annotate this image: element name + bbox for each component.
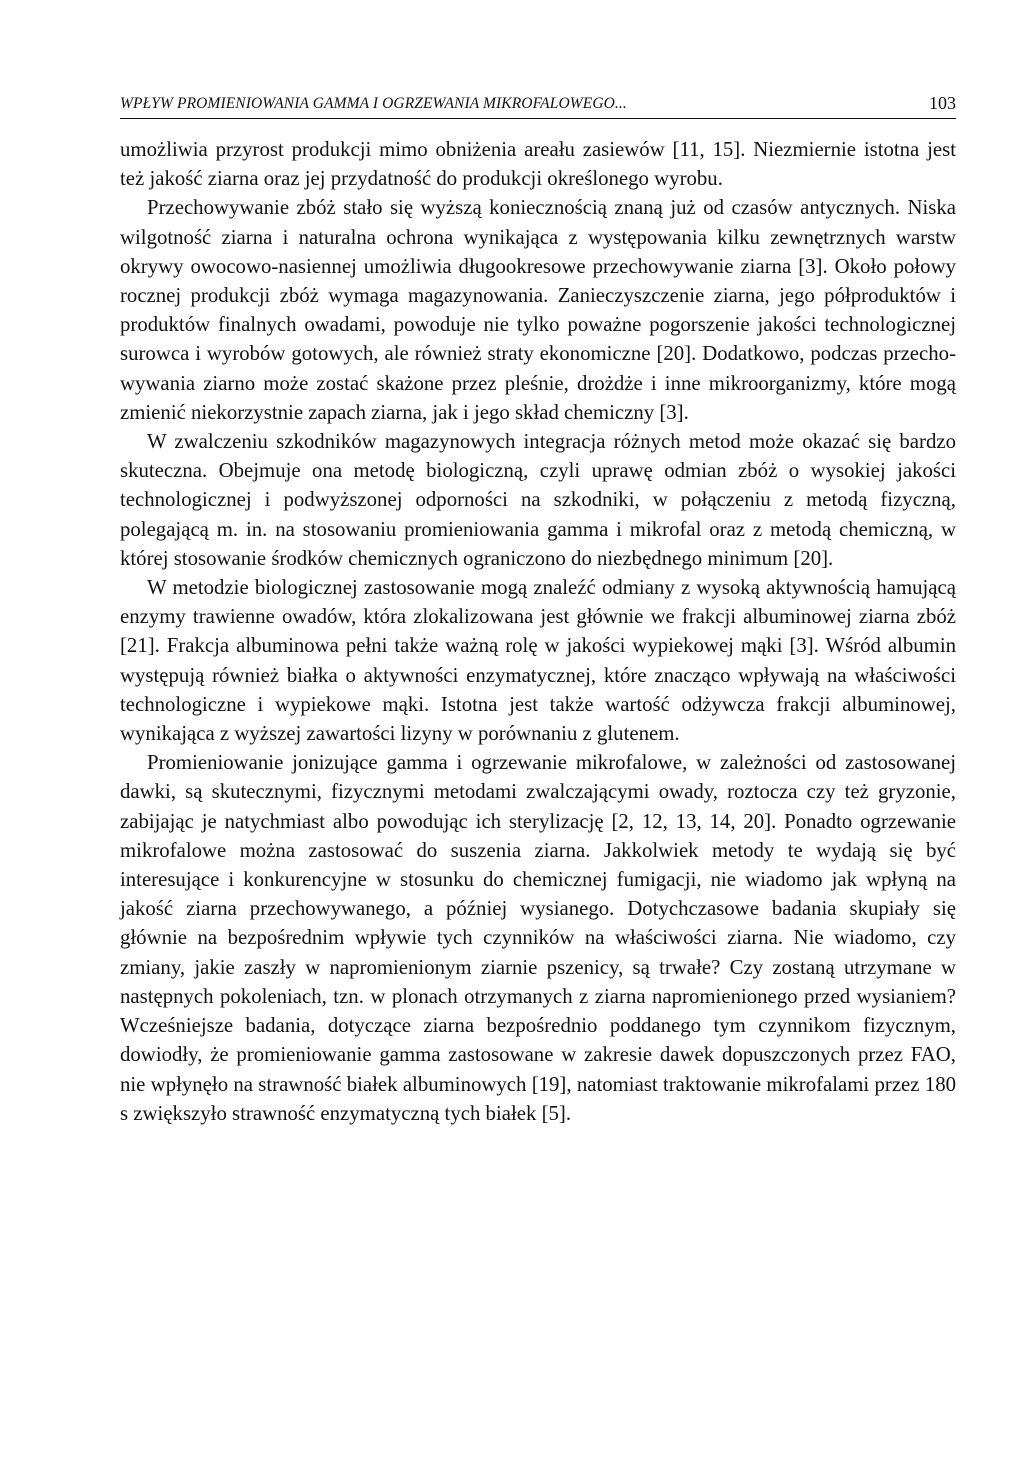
paragraph-pest-control: W zwalczeniu szkodników magazynowych integracja różnych metod może okazać się bardzo skuteczna. Obejmuje ona metodę biologiczną, czyli uprawę odmian zbóż o wysokiej jakości technologicznej i podwyższonej odporności na szkodniki, w połączeniu z metodą fizyczną, polegającą m. in. na stosowaniu promieniowania gamma i mikrofal oraz z metodą chemiczną, w której stosowanie środków chemicznych ograniczono do niezbędnego minimum [20].	[120, 430, 956, 570]
running-header	[120, 92, 956, 119]
document-page	[120, 0, 956, 1482]
body-text	[120, 135, 956, 1128]
paragraph-continuation: umożliwia przyrost produkcji mimo obniżenia areału zasiewów [11, 15]. Niezmiernie istotna jest też jakość ziarna oraz jej przydatność do produkcji określonego wyrobu.	[120, 138, 956, 191]
page-number: 103	[929, 93, 956, 113]
running-title: WPŁYW PROMIENIOWANIA GAMMA I OGRZEWANIA MIKROFALOWEGO...	[120, 95, 627, 112]
paragraph-biological-method: W metodzie biologicznej zastosowanie mogą znaleźć odmiany z wysoką aktywnością hamującą enzymy trawienne owadów, która zlokalizowana jest głównie we frakcji albuminowej ziarna zbóż [21]. Frakcja albuminowa pełni także ważną rolę w jakości wypiekowej mąki [3]. Wśród albumin występują również białka o aktywności enzymatycznej, które znacząco wpływają na właściwości technologiczne i wypiekowe mąki. Istotna jest także wartość odżywcza frakcji albuminowej, wynikająca z wyższej zawartości lizyny w porównaniu z glutenem.	[120, 576, 956, 746]
paragraph-physical-methods: Promieniowanie jonizujące gamma i ogrzewanie mikrofalowe, w zależności od zastosowanej dawki, są skutecznymi, fizycznymi metodami zwalczającymi owady, roztocza czy też gryzonie, zabijając je natychmiast albo powodując ich sterylizację [2, 12, 13, 14, 20]. Ponadto ogrzewanie mikrofalowe można zastosować do suszenia ziarna. Jakkolwiek metody te wydają się być interesujące i konkurencyjne w stosunku do chemicznej fumigacji, nie wiadomo jak wpłyną na jakość ziarna przechowywanego, a później wysianego. Dotychczasowe badania skupiały się głównie na bezpośrednim wpływie tych czynników na właściwości ziarna. Nie wiadomo, czy zmiany, jakie zaszły w napromienionym ziarnie pszenicy, są trwałe? Czy zostaną utrzymane w następnych pokoleniach, tzn. w plonach otrzymanych z ziarna napromienionego przed wysianiem? Wcześniejsze badania, dotyczące ziarna bezpośrednio poddanego tym czynnikom fizycznym, dowiodły, że promieniowanie gamma zastosowane w zakresie dawek dopuszczonych przez FAO, nie wpłynęło na strawność białek albuminowych [19], natomiast traktowanie mikrofalami przez 180 s zwiększyło strawność enzymatyczną tych białek [5].	[120, 751, 956, 1125]
paragraph-storage: Przechowywanie zbóż stało się wyższą koniecznością znaną już od czasów antycznych. Niska wilgotność ziarna i naturalna ochrona wynikająca z występowania kilku zewnętrznych warstw okrywy owocowo-nasiennej umożliwia długookresowe przechowywanie ziarna [3]. Około połowy rocznej produkcji zbóż wymaga magazynowania. Zanieczyszczenie ziarna, jego półproduktów i produktów finalnych owadami, powoduje nie tylko poważne pogorszenie jakości technologicznej surowca i wyrobów gotowych, ale również straty ekonomiczne [20]. Dodatkowo, podczas przechowywania ziarno może zostać skażone przez pleśnie, drożdże i inne mikroorganizmy, które mogą zmienić niekorzystnie zapach ziarna, jak i jego skład chemiczny [3].	[120, 196, 956, 424]
